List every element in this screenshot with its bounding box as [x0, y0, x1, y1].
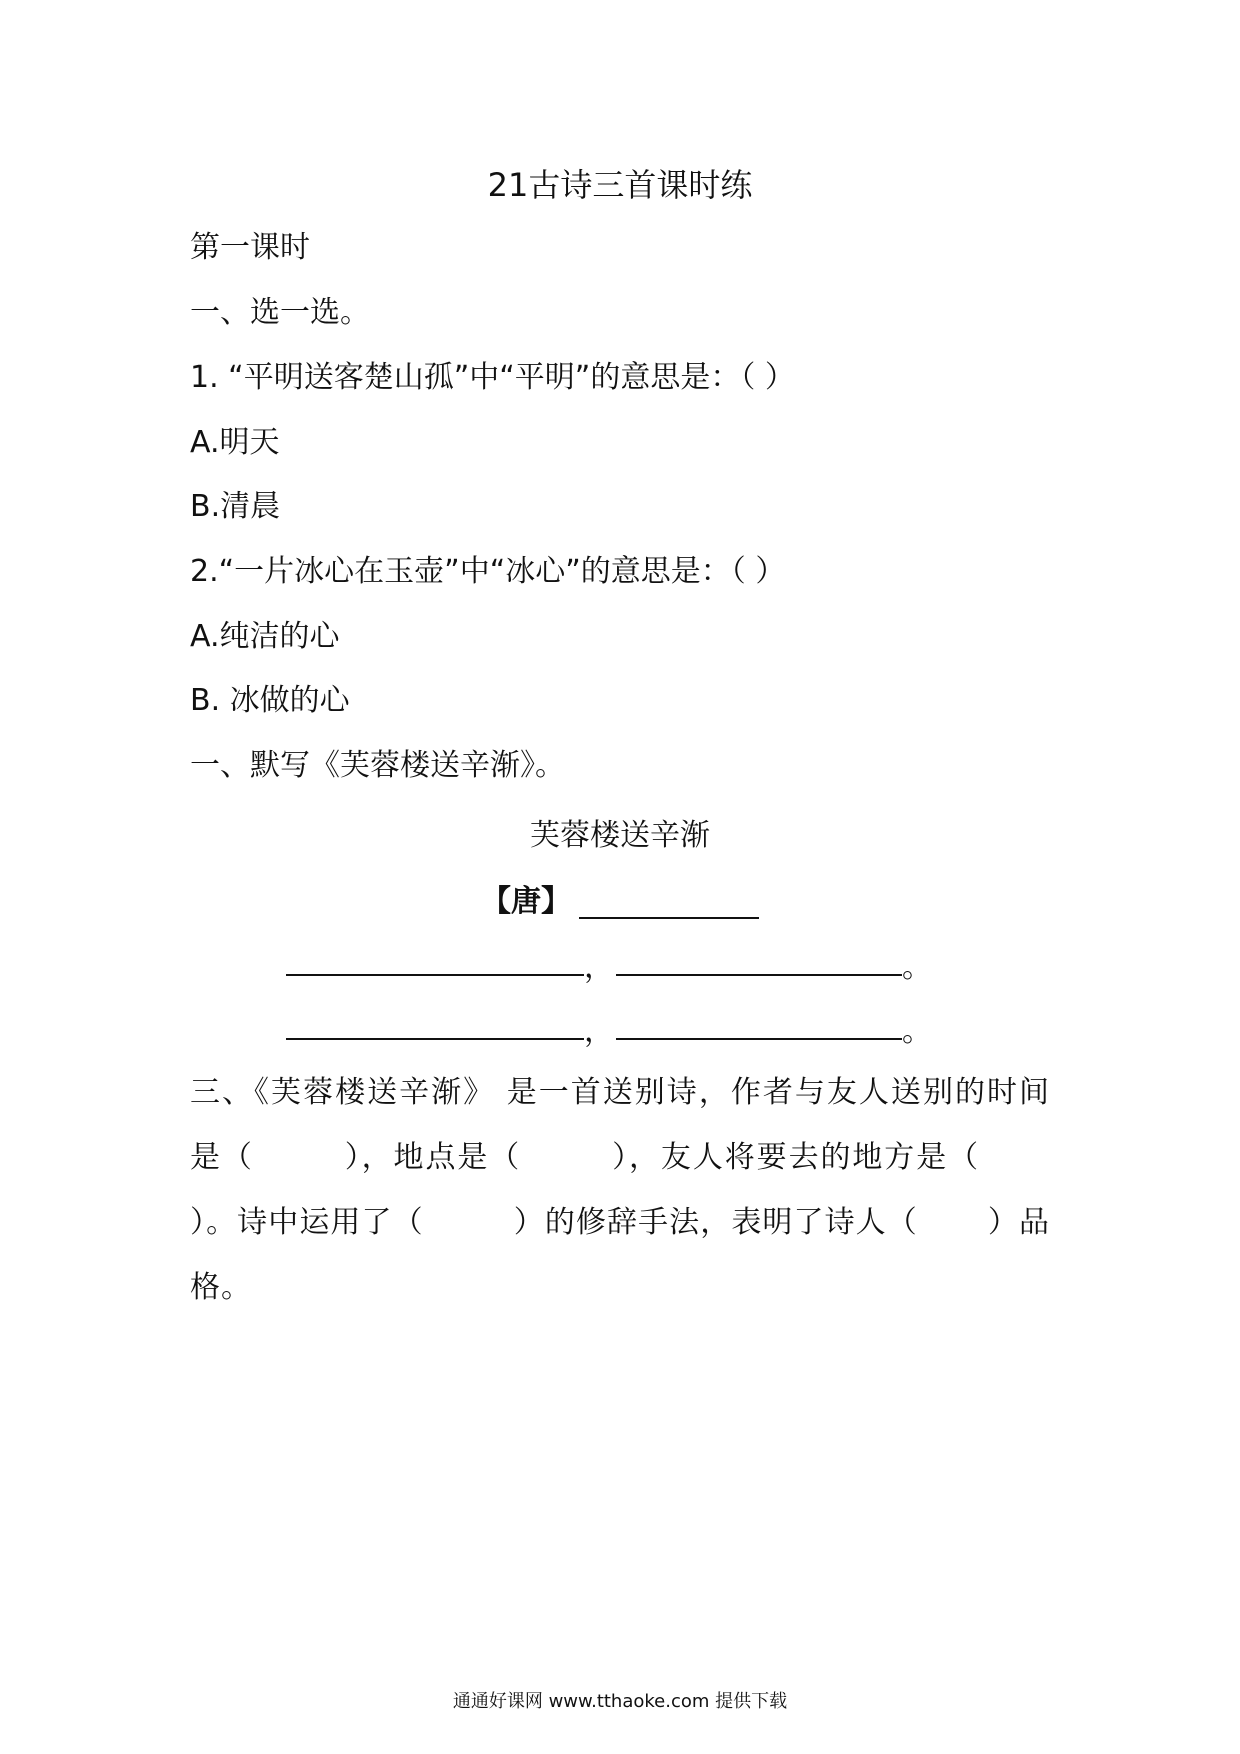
question-2-option-b: B. 冰做的心 — [190, 683, 350, 718]
period-mark: 。 — [902, 1014, 932, 1049]
poem-author-row — [0, 882, 1240, 922]
poem-line-2 — [286, 1012, 932, 1052]
poem-blank-4 — [616, 1012, 902, 1040]
period-mark: 。 — [902, 950, 932, 985]
comma-mark: ， — [584, 950, 614, 985]
comma-mark: ， — [584, 1014, 614, 1049]
dynasty-label: 【唐】 — [481, 884, 571, 919]
question-2-option-a: A.纯洁的心 — [190, 619, 340, 654]
poem-title: 芙蓉楼送辛渐 — [530, 818, 710, 853]
section3-text-1: 三、《芙蓉楼送辛渐》 是一首送别诗，作者与友人送别的时间是（ — [190, 1075, 1050, 1175]
author-blank — [579, 887, 759, 919]
page-title: 21古诗三首课时练 — [487, 166, 753, 204]
poem-blank-3 — [286, 1012, 584, 1040]
question-1-option-a: A.明天 — [190, 425, 280, 460]
question-2: 2.“一片冰心在玉壶”中“冰心”的意思是：（ ） — [190, 554, 786, 589]
poem-blank-2 — [616, 948, 902, 976]
section3-text-4: ）。诗中运用了（ — [190, 1205, 424, 1240]
section3-text-5: ）的修辞手法，表明了诗人（ — [513, 1205, 918, 1240]
question-1: 1. “平明送客楚山孤”中“平明”的意思是：（ ） — [190, 360, 795, 395]
poem-line-1 — [286, 948, 932, 988]
section3-text-3: ），友人将要去的地方是（ — [611, 1140, 981, 1175]
question-1-option-b: B.清晨 — [190, 489, 281, 524]
section2-heading: 一、默写《芙蓉楼送辛渐》。 — [190, 748, 565, 783]
footer-credit: 通通好课网 www.tthaoke.com 提供下载 — [452, 1691, 788, 1712]
lesson-label: 第一课时 — [190, 230, 310, 265]
section1-heading: 一、选一选。 — [190, 295, 370, 330]
poem-blank-1 — [286, 948, 584, 976]
section3-paragraph — [190, 1060, 1050, 1320]
section3-text-2: ），地点是（ — [343, 1140, 522, 1175]
section3-text-6: ）品格。 — [190, 1205, 1051, 1305]
